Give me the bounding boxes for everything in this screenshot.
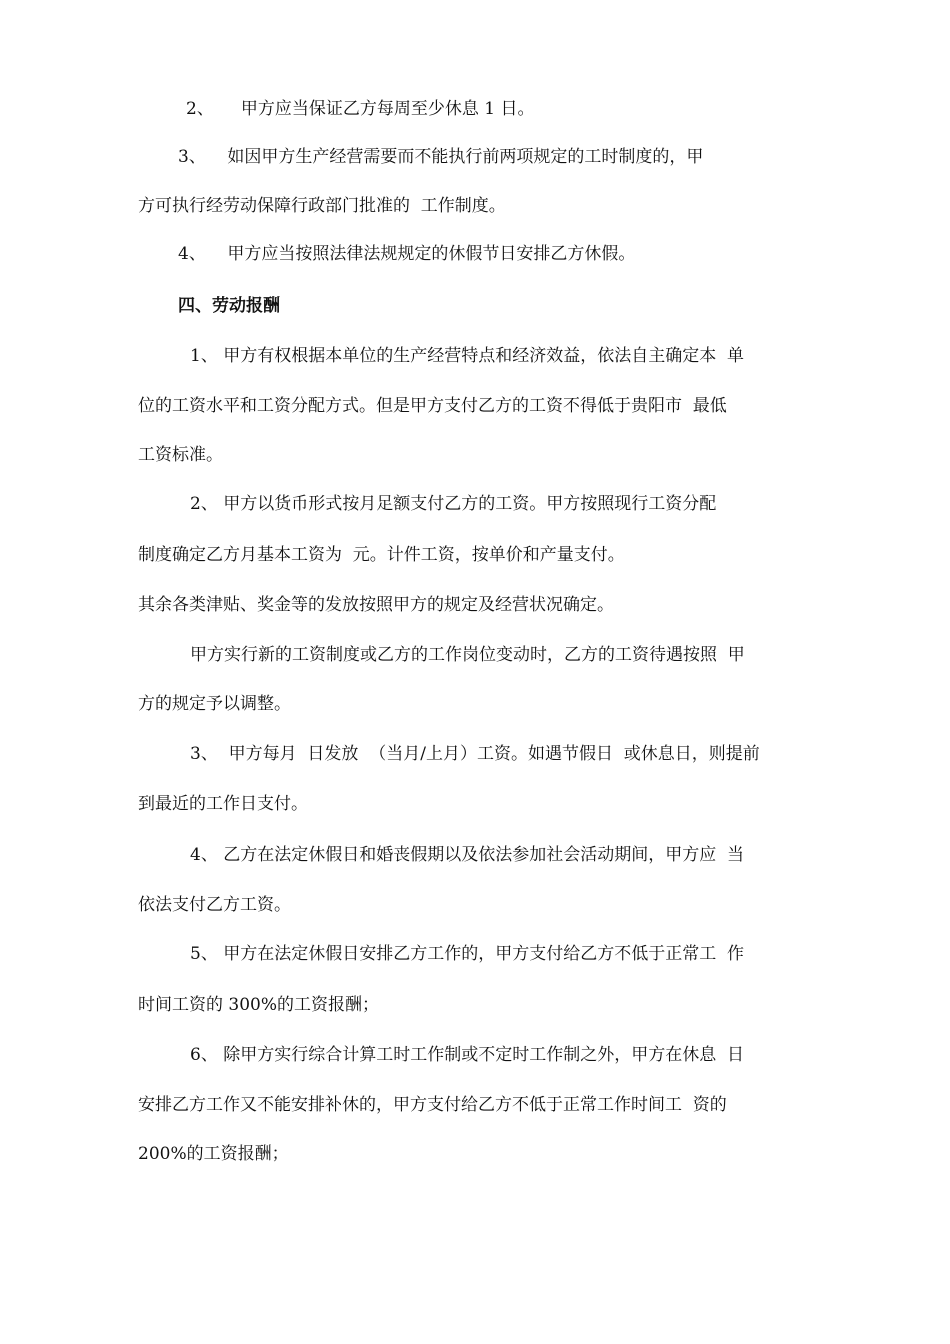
clause-4-4-line1: 4、 乙方在法定休假日和婚丧假期以及依法参加社会活动期间，甲方应 当 (190, 845, 745, 865)
clause-4-3-line1: 3、 甲方每月 日发放 （当月/上月）工资。如遇节假日 或休息日，则提前 (190, 744, 760, 764)
clause-4-5-line2: 时间工资的 300%的工资报酬； (138, 995, 380, 1015)
clause-4-1-line3: 工资标准。 (138, 445, 223, 465)
clause-4-3-line2: 到最近的工作日支付。 (138, 794, 308, 814)
clause-3-3-line2: 方可执行经劳动保障行政部门批准的 工作制度。 (138, 196, 506, 216)
section-heading-labor-remuneration: 四、劳动报酬 (178, 296, 280, 316)
clause-4-5-line1: 5、 甲方在法定休假日安排乙方工作的，甲方支付给乙方不低于正常工 作 (190, 944, 745, 964)
clause-4-1-line2: 位的工资水平和工资分配方式。但是甲方支付乙方的工资不得低于贵阳市 最低 (138, 396, 727, 416)
clause-4-1-line1: 1、 甲方有权根据本单位的生产经营特点和经济效益，依法自主确定本 单 (190, 346, 745, 366)
clause-4-6-line2: 安排乙方工作又不能安排补休的，甲方支付给乙方不低于正常工作时间工 资的 (138, 1095, 727, 1115)
paragraph-wage-adjust-line1: 甲方实行新的工资制度或乙方的工作岗位变动时，乙方的工资待遇按照 甲 (190, 645, 745, 665)
clause-4-2-line2: 制度确定乙方月基本工资为 元。计件工资，按单价和产量支付。 (138, 545, 625, 565)
clause-3-4: 4、 甲方应当按照法律法规规定的休假节日安排乙方休假。 (178, 244, 636, 264)
clause-4-6-line3: 200%的工资报酬； (138, 1144, 289, 1164)
clause-3-2: 2、 甲方应当保证乙方每周至少休息 1 日。 (186, 99, 535, 119)
clause-4-4-line2: 依法支付乙方工资。 (138, 895, 291, 915)
clause-3-3-line1: 3、 如因甲方生产经营需要而不能执行前两项规定的工时制度的，甲 (178, 147, 704, 167)
clause-4-2-line1: 2、 甲方以货币形式按月足额支付乙方的工资。甲方按照现行工资分配 (190, 494, 717, 514)
paragraph-wage-adjust-line2: 方的规定予以调整。 (138, 694, 291, 714)
clause-4-2-line3: 其余各类津贴、奖金等的发放按照甲方的规定及经营状况确定。 (138, 595, 614, 615)
clause-4-6-line1: 6、 除甲方实行综合计算工时工作制或不定时工作制之外，甲方在休息 日 (190, 1045, 745, 1065)
